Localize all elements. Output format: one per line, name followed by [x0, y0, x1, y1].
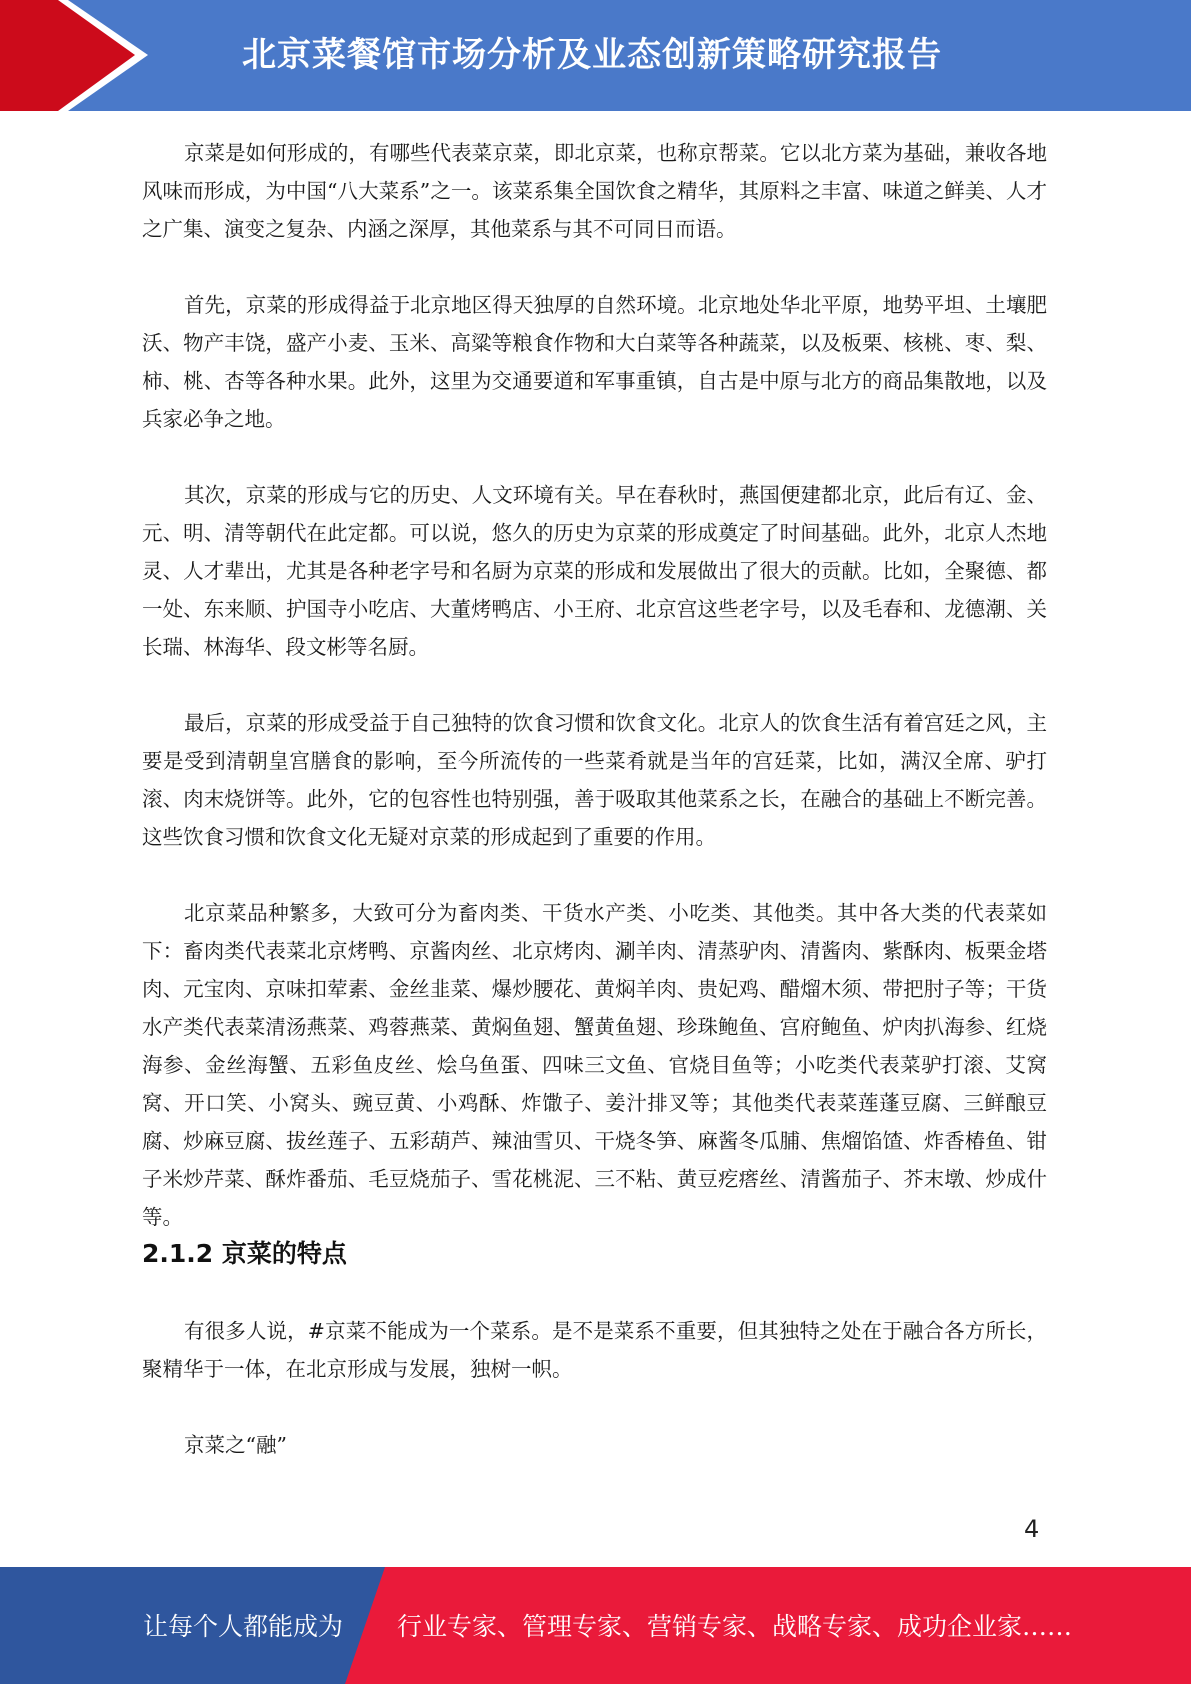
footer-slogan-right: 行业专家、管理专家、营销专家、战略专家、成功企业家……	[397, 1612, 1073, 1641]
paragraph-features: 有很多人说，#京菜不能成为一个菜系。是不是菜系不重要，但其独特之处在于融合各方所长，聚精华于一体，在北京形成与发展，独树一帜。	[142, 1319, 1047, 1381]
footer-slogan-left: 让每个人都能成为	[143, 1612, 344, 1641]
section-heading: 2.1.2 京菜的特点	[142, 1239, 347, 1268]
paragraph-culture: 最后，京菜的形成受益于自己独特的饮食习惯和饮食文化。北京人的饮食生活有着宫廷之风，主要是受到清朝皇宫膳食的影响，至今所流传的一些菜肴就是当年的宫廷菜，比如，满汉全席、驴打滚、肉末烧饼等。此外，它的包容性也特别强，善于吸取其他菜系之长，在融合的基础上不断完善。这些饮食习惯和饮食文化无疑对京菜的形成起到了重要的作用。	[142, 711, 1047, 849]
footer-banner	[0, 1567, 1191, 1684]
document-body	[142, 134, 1047, 1464]
paragraph-intro: 京菜是如何形成的，有哪些代表菜京菜，即北京菜，也称京帮菜。它以北方菜为基础，兼收各地风味而形成，为中国“八大菜系”之一。该菜系集全国饮食之精华，其原料之丰富、味道之鲜美、人才之广集、演变之复杂、内涵之深厚，其他菜系与其不可同日而语。	[142, 141, 1047, 241]
report-title: 北京菜餐馆市场分析及业态创新策略研究报告	[242, 35, 942, 75]
paragraph-environment: 首先，京菜的形成得益于北京地区得天独厚的自然环境。北京地处华北平原，地势平坦、土壤肥沃、物产丰饶，盛产小麦、玉米、高粱等粮食作物和大白菜等各种蔬菜，以及板栗、核桃、枣、梨、柿、桃、杏等各种水果。此外，这里为交通要道和军事重镇，自古是中原与北方的商品集散地，以及兵家必争之地。	[142, 293, 1047, 431]
paragraph-history: 其次，京菜的形成与它的历史、人文环境有关。早在春秋时，燕国便建都北京，此后有辽、金、元、明、清等朝代在此定都。可以说，悠久的历史为京菜的形成奠定了时间基础。此外，北京人杰地灵、人才辈出，尤其是各种老字号和名厨为京菜的形成和发展做出了很大的贡献。比如，全聚德、都一处、东来顺、护国寺小吃店、大董烤鸭店、小王府、北京宫这些老字号，以及毛春和、龙德潮、关长瑞、林海华、段文彬等名厨。	[142, 483, 1047, 659]
page-number: 4	[1024, 1515, 1040, 1543]
header-banner	[0, 0, 1191, 111]
paragraph-fusion: 京菜之“融”	[184, 1433, 287, 1457]
paragraph-dishes: 北京菜品种繁多，大致可分为畜肉类、干货水产类、小吃类、其他类。其中各大类的代表菜如下：畜肉类代表菜北京烤鸭、京酱肉丝、北京烤肉、涮羊肉、清蒸驴肉、清酱肉、紫酥肉、板栗金塔肉、元宝肉、京味扣荤素、金丝韭菜、爆炒腰花、黄焖羊肉、贵妃鸡、醋熘木须、带把肘子等；干货水产类代表菜清汤燕菜、鸡蓉燕菜、黄焖鱼翅、蟹黄鱼翅、珍珠鲍鱼、宫府鲍鱼、炉肉扒海参、红烧海参、金丝海蟹、五彩鱼皮丝、烩乌鱼蛋、四味三文鱼、官烧目鱼等；小吃类代表菜驴打滚、艾窝窝、开口笑、小窝头、豌豆黄、小鸡酥、炸馓子、姜汁排叉等；其他类代表菜莲蓬豆腐、三鲜酿豆腐、炒麻豆腐、拔丝莲子、五彩葫芦、辣油雪贝、干烧冬笋、麻酱冬瓜脯、焦熘馅馇、炸香椿鱼、钳子米炒芹菜、酥炸番茄、毛豆烧茄子、雪花桃泥、三不粘、黄豆疙瘩丝、清酱茄子、芥末墩、炒成什等。	[142, 901, 1047, 1229]
chevron-red-shape	[0, 0, 135, 111]
